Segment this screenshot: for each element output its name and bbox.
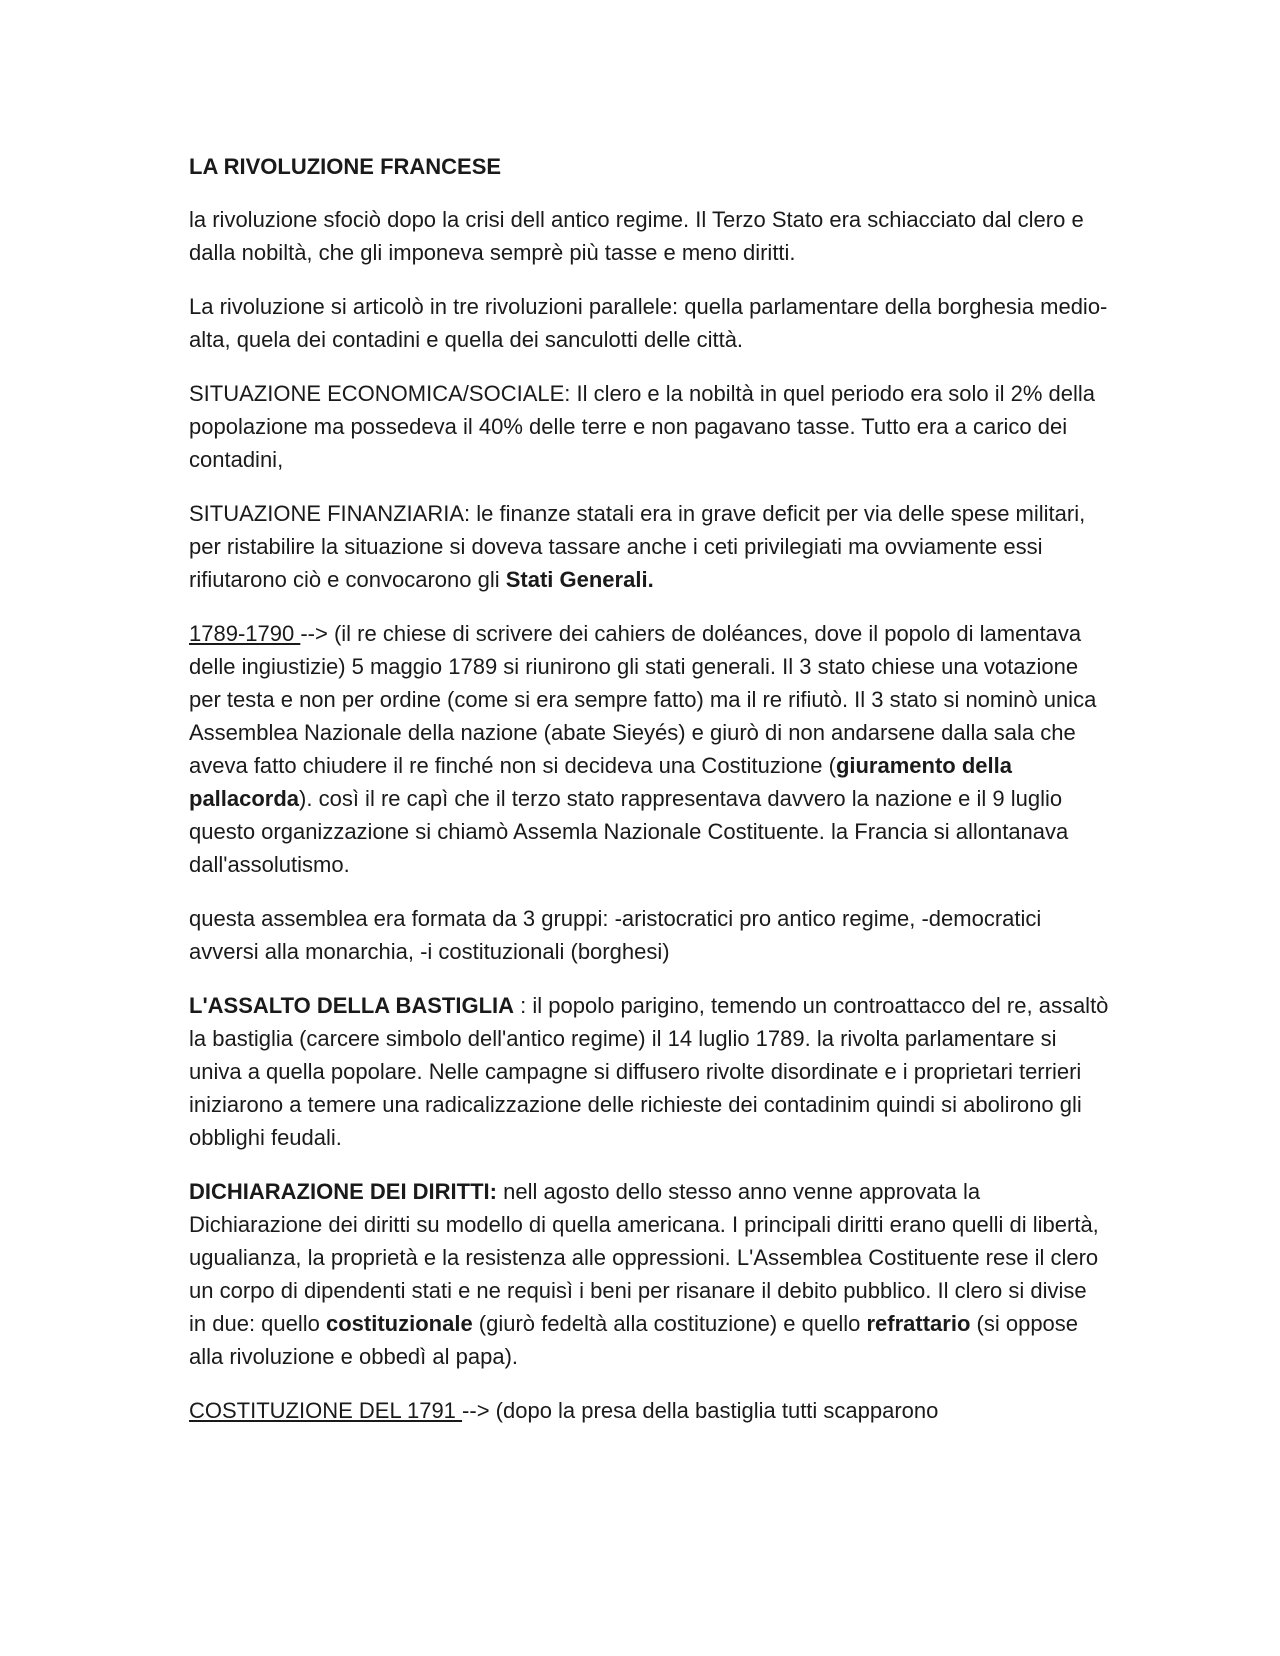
paragraph-financial — [189, 497, 1109, 596]
paragraph-text: ). così il re capì che il terzo stato rappresentava davvero la nazione e il 9 luglio questo organizzazione si chiamò Assemla Nazionale Costituente. la Francia si allontanava dall'assolutismo. — [189, 786, 1069, 877]
paragraph-text: nell agosto dello stesso anno venne approvata la Dichiarazione dei diritti su modello di quella americana. I principali diritti erano quelli di libertà, ugualianza, la proprietà e la resistenza alle oppressioni. L'Assemblea Costituente rese il clero un corpo di dipendenti stati e ne requisì i beni per risanare il debito pubblico. Il clero si divise in due: quello — [189, 1179, 1099, 1336]
bold-term-refrattario: refrattario — [866, 1311, 971, 1336]
document-page — [189, 150, 1109, 1448]
bold-heading-dichiarazione: DICHIARAZIONE DEI DIRITTI: — [189, 1179, 497, 1204]
paragraph-costituzione-1791 — [189, 1394, 1109, 1427]
document-title: LA RIVOLUZIONE FRANCESE — [189, 154, 502, 179]
paragraph-text: (giurò fedeltà alla costituzione) e quello — [472, 1311, 867, 1336]
paragraph-assembly-groups: questa assemblea era formata da 3 gruppi: -aristocratici pro antico regime, -democratici avversi alla monarchia, -i costituzionali (borghesi) — [189, 906, 1042, 964]
bold-term-pallacorda: giuramento della pallacorda — [189, 753, 1012, 811]
paragraph-text: : il popolo parigino, temendo un controattacco del re, assaltò la bastiglia (carcere simbolo dell'antico regime) il 14 luglio 1789. la rivolta parlamentare si univa a quella popolare. Nelle campagne si diffusero rivolte disordinate e i proprietari terrieri iniziarono a temere una radicalizzazione delle richieste dei contadinim quindi si abolirono gli obblighi feudali. — [189, 993, 1109, 1150]
underlined-date-1789-1790: 1789-1790 — [189, 621, 301, 646]
bold-heading-bastiglia: L'ASSALTO DELLA BASTIGLIA — [189, 993, 515, 1018]
paragraph-1789-1790 — [189, 617, 1109, 881]
paragraph-economic-social: SITUAZIONE ECONOMICA/SOCIALE: Il clero e la nobiltà in quel periodo era solo il 2% della popolazione ma possedeva il 40% delle terre e non pagavano tasse. Tutto era a carico dei contadini, — [189, 381, 1096, 472]
paragraph-dichiarazione — [189, 1175, 1109, 1373]
bold-term-stati-generali: Stati Generali. — [505, 567, 654, 592]
paragraph-three-revolutions: La rivoluzione si articolò in tre rivoluzioni parallele: quella parlamentare della borghesia medio-alta, quela dei contadini e quella dei sanculotti delle città. — [189, 294, 1108, 352]
paragraph-intro: la rivoluzione sfociò dopo la crisi dell antico regime. Il Terzo Stato era schiacciato dal clero e dalla nobiltà, che gli imponeva semprè più tasse e meno diritti. — [189, 207, 1084, 265]
underlined-heading-costituzione-1791: COSTITUZIONE DEL 1791 — [189, 1398, 463, 1423]
paragraph-bastiglia — [189, 989, 1109, 1154]
bold-term-costituzionale: costituzionale — [326, 1311, 473, 1336]
paragraph-text: SITUAZIONE FINANZIARIA: le finanze statali era in grave deficit per via delle spese militari, per ristabilire la situazione si doveva tassare anche i ceti privilegiati ma ovviamente essi rifiutarono ciò e convocarono gli — [189, 501, 1086, 592]
paragraph-text: --> (dopo la presa della bastiglia tutti scapparono — [462, 1398, 939, 1423]
paragraph-text: --> (il re chiese di scrivere dei cahiers de doléances, dove il popolo di lamentava delle ingiustizie) 5 maggio 1789 si riunirono gli stati generali. Il 3 stato chiese una votazione per testa e non per ordine (come si era sempre fatto) ma il re rifiutò. Il 3 stato si nominò unica Assemblea Nazionale della nazione (abate Sieyés) e giurò di non andarsene dalla sala che aveva fatto chiudere il re finché non si decideva una Costituzione ( — [189, 621, 1097, 778]
paragraph-text: (si oppose alla rivoluzione e obbedì al papa). — [189, 1311, 1079, 1369]
